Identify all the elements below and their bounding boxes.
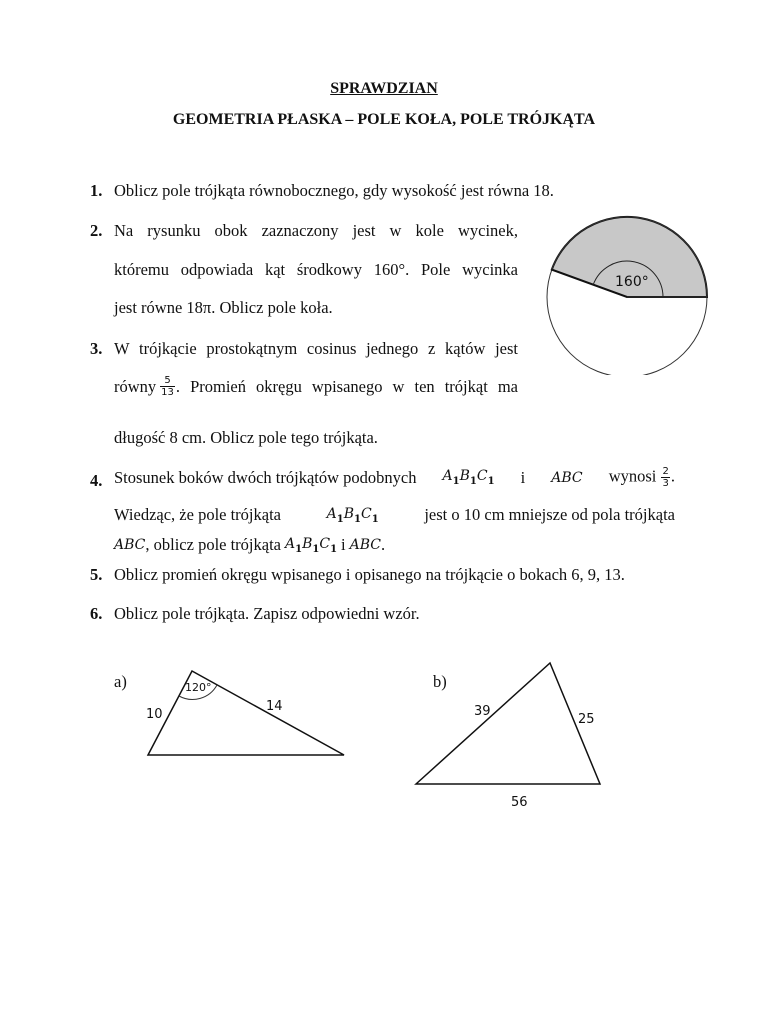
- task-text: Stosunek boków dwóch trójkątów podobnych: [114, 467, 417, 487]
- side-label: 10: [146, 707, 163, 722]
- triangle-b: [410, 655, 610, 815]
- task-text-row: [114, 375, 518, 398]
- task-text: i: [520, 467, 526, 487]
- task-text: W trójkącie prostokątnym cosinus jednego z kątów jest: [114, 339, 518, 358]
- page-subtitle: GEOMETRIA PŁASKA – POLE KOŁA, POLE TRÓJKĄTA: [172, 111, 596, 128]
- task-text: Oblicz pole trójkąta równobocznego, gdy wysokość jest równa 18.: [114, 181, 554, 200]
- task-text: długość 8 cm. Oblicz pole tego trójkąta.: [114, 428, 378, 447]
- figure-b-label: b): [433, 672, 447, 691]
- triangle-name: ABC: [551, 469, 583, 486]
- side-label: 39: [474, 704, 491, 719]
- task-text-row: ABC , oblicz pole trójkąta $A_1B_1C_1$ i ABC .: [114, 535, 386, 555]
- page-title: SPRAWDZIAN: [330, 80, 438, 97]
- triangle-a: [140, 660, 350, 760]
- task-text: jest równe 18π. Oblicz pole koła.: [114, 298, 333, 317]
- task-text: i: [341, 535, 346, 554]
- side-label: 14: [266, 699, 283, 714]
- circle-sector-figure: [540, 205, 715, 375]
- task-number: 1.: [90, 181, 103, 200]
- task-number: 2.: [90, 221, 103, 240]
- task-text-row: [114, 466, 675, 489]
- task-text: , oblicz pole trójkąta: [145, 535, 281, 554]
- task-number: 5.: [90, 565, 103, 584]
- task-text: wynosi $\frac{2}{3}$ .: [608, 466, 675, 489]
- task-number: 3.: [90, 339, 103, 358]
- side-label: 25: [578, 712, 595, 727]
- triangle-name: ABC: [349, 537, 382, 553]
- task-number: 4.: [90, 471, 103, 490]
- triangle-name: $A_1B_1C_1$: [326, 505, 379, 525]
- figure-a-label: a): [114, 672, 127, 691]
- side-label: 56: [511, 795, 528, 810]
- task-number: 6.: [90, 604, 103, 623]
- task-text: równy: [114, 376, 157, 396]
- fraction-denominator: 13: [161, 387, 174, 398]
- task-text: Na rysunku obok zaznaczony jest w kole wycinek,: [114, 221, 518, 240]
- triangle-name: $A_1B_1C_1$: [285, 535, 338, 555]
- task-text: Oblicz pole trójkąta. Zapisz odpowiedni wzór.: [114, 604, 420, 623]
- task-text: któremu odpowiada kąt środkowy 160°. Pole wycinka: [114, 260, 518, 279]
- task-text: Oblicz promień okręgu wpisanego i opisanego na trójkącie o bokach 6, 9, 13.: [114, 565, 625, 584]
- task-text: jest o 10 cm mniejsze od pola trójkąta: [424, 505, 675, 524]
- task-text-row: [114, 505, 675, 525]
- task-text: Wiedząc, że pole trójkąta: [114, 505, 281, 524]
- fraction-numerator: 5: [160, 375, 175, 387]
- angle-label: 120°: [185, 681, 212, 694]
- task-text: . Promień okręgu wpisanego w ten trójkąt ma: [175, 376, 518, 396]
- fraction: [160, 375, 175, 398]
- fraction: $\frac{2}{3}$: [662, 466, 669, 489]
- triangle-name: ABC: [114, 537, 146, 553]
- angle-label: 160°: [615, 274, 649, 290]
- triangle-name: $A_1B_1C_1$: [442, 468, 495, 487]
